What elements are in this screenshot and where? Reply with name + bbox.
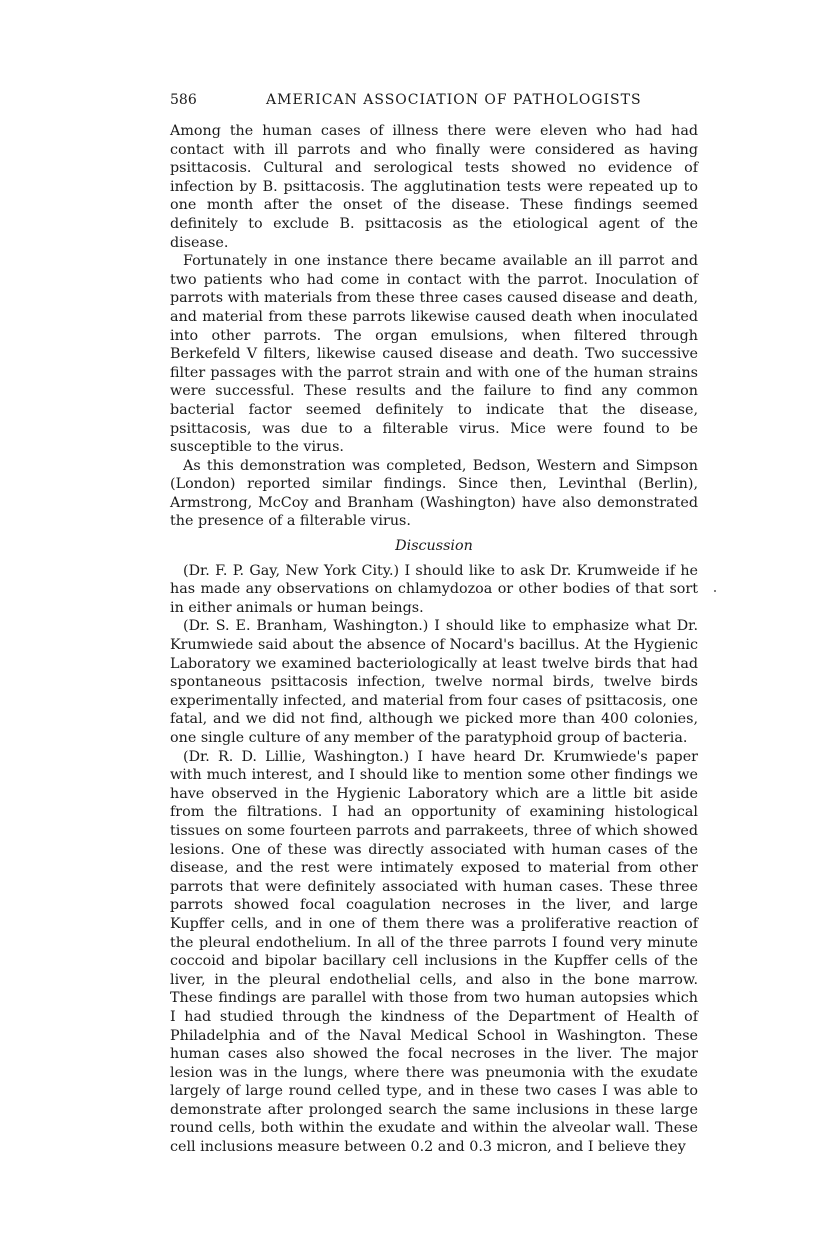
discussion-lillie: (Dr. R. D. Lillie, Washington.) I have heard Dr. Krumwiede's paper with much interest, and I should like to mention some other findings we have observed in the Hygienic Laboratory which are a little bit aside from the filtrations. I had an opportunity of examining histological tissues on some fourteen parrots and parrakeets, three of which showed lesions. One of these was directly associated with human cases of the disease, and the rest were intimately exposed to material from other parrots that were definitely associated with human cases. These three parrots showed focal coagulation necroses in the liver, and large Kupffer cells, and in one of them there was a proliferative reaction of the pleural endothelium. In all of the three parrots I found very minute coccoid and bipolar bacillary cell inclusions in the Kupffer cells of the liver, in the pleural endothelial cells, and also in the bone marrow. These findings are parallel with those from two human autopsies which I had studied through the kindness of the Department of Health of Philadelphia and of the Naval Medical School in Washington. These human cases also showed the focal necroses in the liver. The major lesion was in the lungs, where there was pneumonia with the exudate largely of large round celled type, and in these two cases I was able to demonstrate after prolonged search the same inclusions in these large round cells, both within the exudate and within the alveolar wall. These cell inclusions measure between 0.2 and 0.3 micron, and I believe they	[170, 748, 698, 1156]
paragraph-intro: Among the human cases of illness there were eleven who had had contact with ill parrots and who finally were considered as having psittacosis. Cultural and serological tests showed no evidence of infection by B. psittacosis. The agglutination tests were repeated up to one month after the onset of the disease. These findings seemed definitely to exclude B. psittacosis as the etiological agent of the disease.	[170, 123, 698, 251]
discussion-heading: Discussion	[395, 538, 473, 555]
running-head	[170, 92, 698, 108]
journal-page	[170, 92, 698, 1157]
paragraph-bedson-findings: As this demonstration was completed, Bedson, Western and Simpson (London) reported similar findings. Since then, Levinthal (Berlin), Armstrong, McCoy and Branham (Washington) have also demonstrated the presence of a filterable virus.	[170, 457, 698, 530]
page-number: 586	[170, 92, 197, 108]
discussion-branham: (Dr. S. E. Branham, Washington.) I should like to emphasize what Dr. Krumwiede said about the absence of Nocard's bacillus. At the Hygienic Laboratory we examined bacteriologically at least twelve birds that had spontaneous psittacosis infection, twelve normal birds, twelve birds experimentally infected, and material from four cases of psittacosis, one fatal, and we did not find, although we picked more than 400 colonies, one single culture of any member of the paratyphoid group of bacteria.	[170, 618, 698, 746]
journal-title: AMERICAN ASSOCIATION OF PATHOLOGISTS	[266, 92, 642, 108]
paragraph-filterable-virus: Fortunately in one instance there became available an ill parrot and two patients who had come in contact with the parrot. Inoculation of parrots with materials from these three cases caused disease and death, and material from these parrots likewise caused death when inoculated into other parrots. The organ emulsions, when filtered through Berkefeld V filters, likewise caused disease and death. Two successive filter passages with the parrot strain and with one of the human strains were successful. These results and the failure to find any common bacterial factor seemed definitely to indicate that the disease, psittacosis, was due to a filterable virus. Mice were found to be susceptible to the virus.	[170, 253, 698, 456]
discussion-gay: (Dr. F. P. Gay, New York City.) I should like to ask Dr. Krumweide if he has made any observations on chlamydozoa or other bodies of that sort in either animals or human beings.	[170, 562, 698, 616]
stray-ink-dot	[714, 590, 716, 592]
